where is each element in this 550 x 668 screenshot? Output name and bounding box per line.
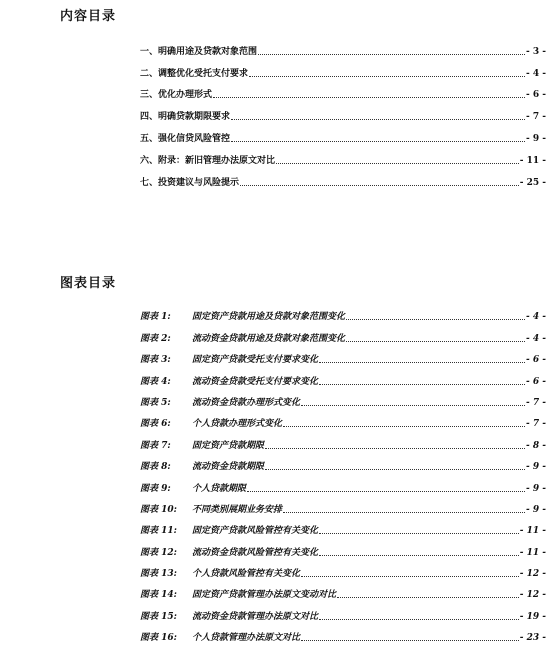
figure-caption: 流动资金贷款办理形式变化 (192, 397, 301, 408)
dot-leader (258, 54, 525, 55)
figure-entry-page: - 12 - (519, 569, 546, 580)
toc-entry-page: - 25 - (519, 177, 546, 188)
figure-entry-page: - 7 - (526, 397, 546, 408)
figure-entry-label (140, 416, 282, 429)
figure-entry-label (140, 523, 318, 536)
figure-entry[interactable] (140, 451, 546, 472)
figure-entry[interactable] (140, 408, 546, 429)
figure-caption: 流动资金贷款用途及贷款对象范围变化 (192, 333, 346, 344)
figure-number: 图表 8: (140, 462, 171, 473)
figure-entry[interactable] (140, 494, 546, 515)
figure-number: 图表 9: (140, 483, 171, 494)
figure-caption: 固定资产贷款期限 (192, 440, 265, 451)
figure-caption: 个人贷款风险管控有关变化 (192, 569, 301, 580)
figure-entry-label (140, 609, 318, 622)
figure-caption: 个人贷款办理形式变化 (192, 419, 283, 430)
figure-entry-page: - 12 - (519, 590, 546, 601)
figure-number: 图表 2: (140, 333, 171, 344)
figure-entry-label (140, 587, 336, 600)
figure-number: 图表 16: (140, 633, 177, 644)
toc-entry-label: 四、明确贷款期限要求 (140, 112, 231, 123)
figure-entry[interactable] (140, 558, 546, 579)
dot-leader (301, 640, 519, 641)
figure-entry-label (140, 502, 282, 515)
figure-number: 图表 13: (140, 569, 177, 580)
toc-entry-page: - 9 - (526, 133, 546, 144)
dot-leader (283, 512, 525, 513)
figures-list (140, 301, 546, 643)
dot-leader (319, 384, 525, 385)
toc-entry-page: - 7 - (526, 112, 546, 123)
figure-number: 图表 11: (140, 526, 177, 537)
figure-number: 图表 4: (140, 376, 171, 387)
dot-leader (319, 619, 519, 620)
dot-leader (231, 141, 525, 142)
figure-caption: 固定资产贷款风险管控有关变化 (192, 526, 319, 537)
figure-entry[interactable] (140, 344, 546, 365)
dot-leader (346, 341, 525, 342)
figure-number: 图表 3: (140, 355, 171, 366)
figure-entry[interactable] (140, 472, 546, 493)
figure-entry[interactable] (140, 387, 546, 408)
dot-leader (346, 319, 525, 320)
figure-caption: 固定资产贷款管理办法原文变动对比 (192, 590, 337, 601)
figure-entry-page: - 19 - (519, 611, 546, 622)
figure-entry-label (140, 438, 264, 451)
figure-caption: 固定资产贷款用途及贷款对象范围变化 (192, 312, 346, 323)
toc-entry-label: 七、投资建议与风险提示 (140, 177, 240, 188)
toc-entry[interactable] (140, 122, 546, 144)
toc-entry-page: - 3 - (526, 46, 546, 57)
figure-entry-page: - 9 - (526, 462, 546, 473)
figure-entry-page: - 11 - (519, 526, 546, 537)
dot-leader (265, 448, 525, 449)
figures-title: 图表目录 (60, 276, 117, 291)
figure-entry-label (140, 374, 318, 387)
figure-number: 图表 14: (140, 590, 177, 601)
dot-leader (337, 597, 519, 598)
figure-entry-page: - 6 - (526, 355, 546, 366)
figure-entry-page: - 7 - (526, 419, 546, 430)
dot-leader (301, 576, 519, 577)
figure-entry-label (140, 545, 318, 558)
toc-list (140, 35, 546, 188)
toc-title: 内容目录 (60, 9, 117, 24)
figure-number: 图表 5: (140, 397, 171, 408)
figure-entry[interactable] (140, 515, 546, 536)
figure-entry-page: - 6 - (526, 376, 546, 387)
figure-caption: 流动资金贷款受托支付要求变化 (192, 376, 319, 387)
figure-caption: 个人贷款期限 (192, 483, 247, 494)
figure-caption: 不同类别展期业务安排 (192, 504, 283, 515)
figure-number: 图表 15: (140, 611, 177, 622)
dot-leader (319, 533, 519, 534)
figure-entry[interactable] (140, 622, 546, 643)
figure-entry[interactable] (140, 579, 546, 600)
figure-entry[interactable] (140, 365, 546, 386)
dot-leader (213, 97, 525, 98)
figure-entry-page: - 9 - (526, 483, 546, 494)
figure-number: 图表 1: (140, 312, 171, 323)
figure-number: 图表 7: (140, 440, 171, 451)
figure-entry-page: - 4 - (526, 312, 546, 323)
figure-entry-page: - 11 - (519, 547, 546, 558)
dot-leader (247, 491, 525, 492)
figure-number: 图表 12: (140, 547, 177, 558)
dot-leader (301, 405, 525, 406)
figure-entry-label (140, 566, 300, 579)
toc-entry-page: - 11 - (519, 155, 546, 166)
figure-caption: 固定资产贷款受托支付要求变化 (192, 355, 319, 366)
figure-entry-label (140, 331, 345, 344)
figure-entry[interactable] (140, 301, 546, 322)
figure-caption: 流动资金贷款风险管控有关变化 (192, 547, 319, 558)
dot-leader (231, 119, 525, 120)
dot-leader (240, 185, 519, 186)
dot-leader (265, 469, 525, 470)
dot-leader (249, 76, 525, 77)
toc-entry[interactable] (140, 57, 546, 79)
figure-entry-page: - 23 - (519, 633, 546, 644)
toc-entry[interactable] (140, 166, 546, 188)
toc-entry-label: 二、调整优化受托支付要求 (140, 68, 249, 79)
figure-number: 图表 10: (140, 504, 177, 515)
figure-number: 图表 6: (140, 419, 171, 430)
toc-entry-label: 三、优化办理形式 (140, 90, 213, 101)
toc-entry-page: - 4 - (526, 68, 546, 79)
dot-leader (283, 426, 525, 427)
figure-entry-label (140, 630, 300, 643)
toc-entry-label: 六、附录：新旧管理办法原文对比 (140, 155, 276, 166)
figure-caption: 流动资金贷款期限 (192, 462, 265, 473)
figure-entry-label (140, 309, 345, 322)
dot-leader (319, 555, 519, 556)
toc-entry-label: 一、明确用途及贷款对象范围 (140, 46, 258, 57)
figure-entry-page: - 9 - (526, 504, 546, 515)
figure-caption: 个人贷款管理办法原文对比 (192, 633, 301, 644)
figure-entry-label (140, 481, 246, 494)
dot-leader (319, 362, 525, 363)
figure-entry[interactable] (140, 429, 546, 450)
figure-entry-label (140, 459, 264, 472)
figure-caption: 流动资金贷款管理办法原文对比 (192, 611, 319, 622)
figure-entry[interactable] (140, 322, 546, 343)
toc-entry-label: 五、强化信贷风险管控 (140, 133, 231, 144)
figure-entry-page: - 4 - (526, 333, 546, 344)
dot-leader (276, 163, 519, 164)
figure-entry-page: - 8 - (526, 440, 546, 451)
toc-entry[interactable] (140, 144, 546, 166)
toc-entry[interactable] (140, 35, 546, 57)
figure-entry[interactable] (140, 600, 546, 621)
figure-entry-label (140, 352, 318, 365)
figure-entry[interactable] (140, 536, 546, 557)
toc-entry[interactable] (140, 100, 546, 122)
toc-entry-page: - 6 - (526, 90, 546, 101)
figure-entry-label (140, 395, 300, 408)
toc-entry[interactable] (140, 79, 546, 101)
